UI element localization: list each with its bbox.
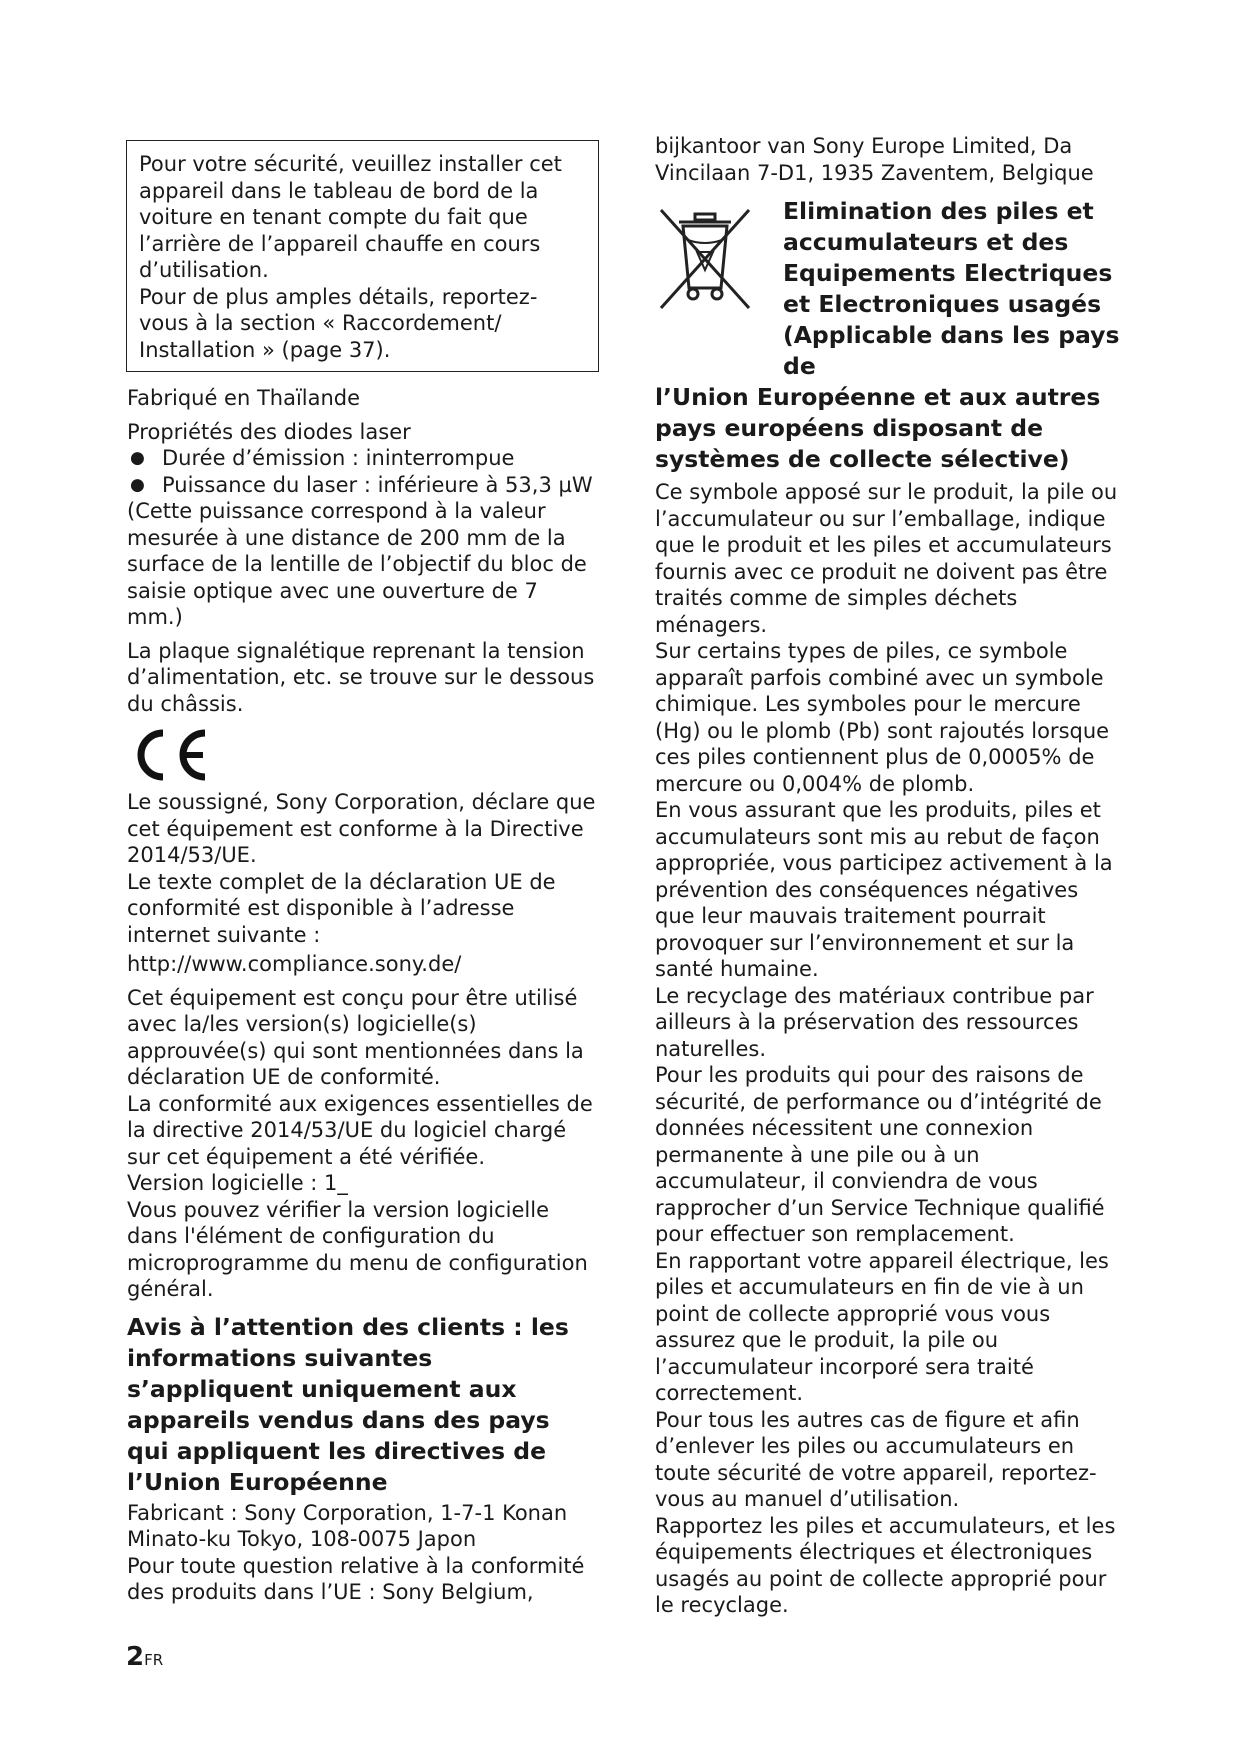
weee-heading: Elimination des piles et accumulateurs et des Equipements Electriques et Electroniques usagés (Applicable dans les pays de: [783, 197, 1120, 380]
safety-text-2: Pour de plus amples détails, reportez-vous à la section « Raccordement/ Installation » (page 37).: [139, 284, 538, 362]
weee-paragraph: Rapportez les piles et accumulateurs, et les équipements électriques et électroniques usagés au point de collecte approprié pour le recyclage.: [655, 1513, 1116, 1617]
weee-paragraph: Pour tous les autres cas de figure et afin d’enlever les piles ou accumulateurs en toute sécurité de votre appareil, reportez-vous au manuel d’utilisation.: [655, 1407, 1097, 1511]
laser-bullet-power: ● Puissance du laser : inférieure à 53,3 µW: [127, 472, 599, 499]
manufacturer: Fabricant : Sony Corporation, 1-7-1 Konan Minato-ku Tokyo, 108-0075 Japon: [127, 1500, 568, 1551]
weee-paragraph: Pour les produits qui pour des raisons de sécurité, de performance ou d’intégrité de données nécessitent une connexion permanente à une pile ou à un accumulateur, il conviendra de vous rapprocher d’un Service Technique qualifié pour effectuer son remplacement.: [655, 1063, 1105, 1246]
weee-paragraph: En rapportant votre appareil électrique, les piles et accumulateurs en fin de vie à un point de collecte approprié vous vous assurez que le produit, la pile ou l’accumulateur incorporé sera traité correctement.: [655, 1248, 1109, 1405]
software-version: Version logicielle : 1_: [127, 1171, 348, 1195]
weee-heading-continued: l’Union Européenne et aux autres pays européens disposant de systèmes de collecte sélective): [655, 383, 1101, 473]
declaration-1: Le soussigné, Sony Corporation, déclare que cet équipement est conforme à la Directive 2014/53/UE.: [127, 790, 596, 867]
nameplate-text: La plaque signalétique reprenant la tension d’alimentation, etc. se trouve sur le dessous du châssis.: [127, 638, 595, 716]
crossed-bin-icon: [655, 200, 755, 318]
laser-bullet-emission: ● Durée d’émission : ininterrompue: [127, 445, 599, 472]
eu-contact-continued: bijkantoor van Sony Europe Limited, Da Vincilaan 7-D1, 1935 Zaventem, Belgique: [655, 134, 1094, 185]
software-text-3: Vous pouvez vérifier la version logicielle dans l'élément de configuration du microprogramme du menu de configuration général.: [127, 1197, 588, 1301]
eu-contact: Pour toute question relative à la conformité des produits dans l’UE : Sony Belgium,: [127, 1553, 585, 1604]
page-number-value: 2: [126, 1642, 145, 1672]
made-in: Fabriqué en Thaïlande: [127, 386, 361, 410]
weee-body: [655, 479, 1123, 1619]
ce-mark-icon: [133, 727, 209, 783]
weee-paragraph: Le recyclage des matériaux contribue par ailleurs à la préservation des ressources naturelles.: [655, 983, 1094, 1061]
safety-notice-box: [126, 140, 599, 372]
weee-paragraph: Ce symbole apposé sur le produit, la pile ou l’accumulateur ou sur l’emballage, indique que le produit et les piles et accumulateurs fournis avec ce produit ne doivent pas être traités comme de simples déchets ménagers.: [655, 480, 1118, 637]
safety-text-1: Pour votre sécurité, veuillez installer cet appareil dans le tableau de bord de la voiture en tenant compte du fait que l’arrière de l’appareil chauffe en cours d’utilisation.: [139, 152, 562, 282]
software-text-2: La conformité aux exigences essentielles de la directive 2014/53/UE du logiciel chargé sur cet équipement a été vérifiée.: [127, 1091, 593, 1169]
software-text-1: Cet équipement est conçu pour être utilisé avec la/les version(s) logicielle(s) approuvée(s) qui sont mentionnées dans la déclaration UE de conformité.: [127, 985, 584, 1089]
laser-section: [127, 419, 599, 631]
left-column: [127, 133, 599, 1606]
weee-section: [655, 196, 1123, 475]
page-number: [126, 1642, 163, 1672]
weee-paragraph: Sur certains types de piles, ce symbole apparaît parfois combiné avec un symbole chimique. Les symboles pour le mercure (Hg) ou le plomb (Pb) sont rajoutés lorsque ces piles contiennent plus de 0,0005% de mercure ou 0,004% de plomb.: [655, 639, 1110, 796]
compliance-url: http://www.compliance.sony.de/: [127, 952, 462, 976]
page-language-suffix: FR: [144, 1651, 164, 1669]
declaration-2: Le texte complet de la déclaration UE de conformité est disponible à l’adresse internet suivante :: [127, 869, 556, 947]
notice-heading: Avis à l’attention des clients : les informations suivantes s’appliquent uniquement aux appareils vendus dans des pays qui appliquent les directives de l’Union Européenne: [127, 1312, 569, 1496]
right-column: [655, 133, 1123, 1619]
laser-title: Propriétés des diodes laser: [127, 419, 411, 444]
weee-paragraph: En vous assurant que les produits, piles et accumulateurs sont mis au rebut de façon appropriée, vous participez activement à la prévention des conséquences négatives que leur mauvais traitement pourrait provoquer sur l’environnement et sur la santé humaine.: [655, 798, 1113, 981]
laser-bullets: [127, 445, 599, 498]
laser-note: (Cette puissance correspond à la valeur mesurée à une distance de 200 mm de la surface de la lentille de l’objectif du bloc de saisie optique avec une ouverture de 7 mm.): [127, 499, 587, 629]
